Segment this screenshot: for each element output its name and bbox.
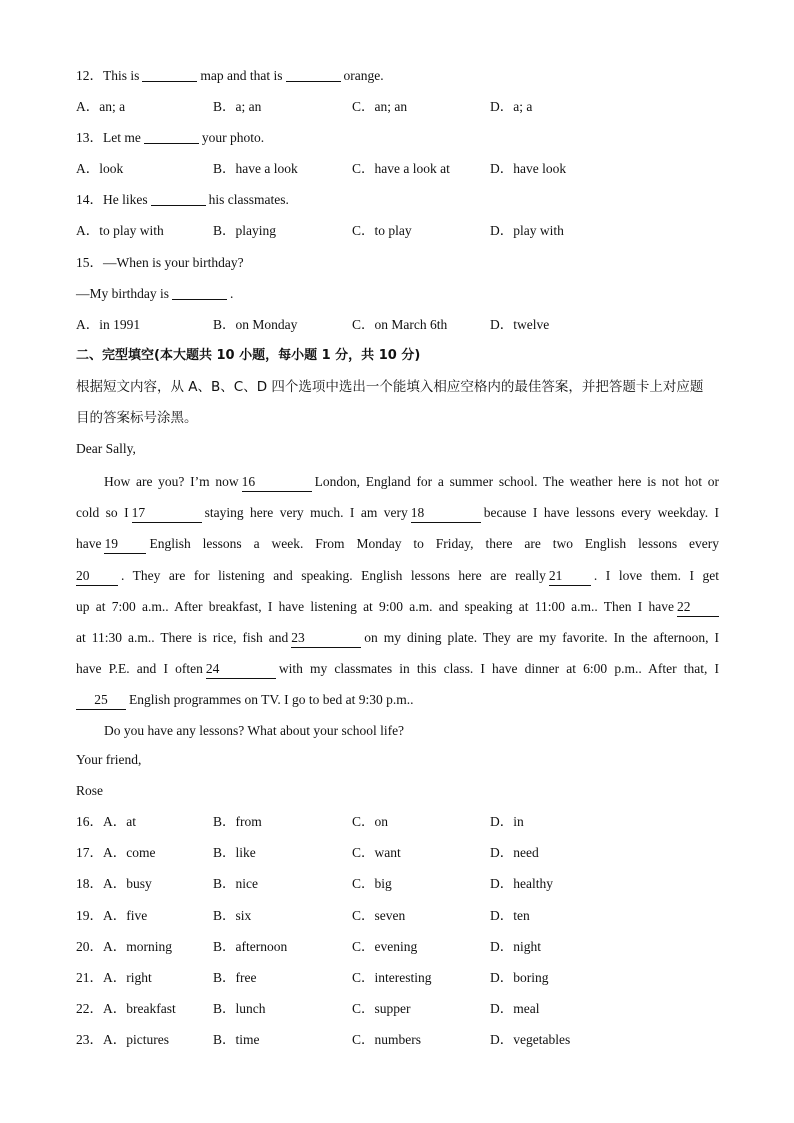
letter-signature: Rose bbox=[76, 783, 103, 799]
letter-closing: Your friend, bbox=[76, 752, 142, 768]
section-instructions: 根据短文内容，从 A、B、C、D 四个选项中选出一个能填入相应空格内的最佳答案，并把答题卡上对应题 bbox=[76, 378, 704, 395]
option-b: B．afternoon bbox=[213, 938, 288, 954]
option-b: B．playing bbox=[213, 223, 276, 239]
option-a: A．look bbox=[76, 161, 124, 177]
option-a: A．in 1991 bbox=[76, 316, 141, 332]
option-d: D．ten bbox=[490, 907, 530, 923]
cloze-blank: 17 bbox=[132, 504, 202, 523]
cloze-blank: 25 bbox=[76, 691, 126, 710]
letter-line: 20 . They are for listening and speaking. English lessons here are really 21 . I love them. I get bbox=[76, 560, 719, 591]
letter-line: How are you? I’m now 16 London, England for a summer school. The weather here is not hot or bbox=[76, 466, 719, 497]
option-a: 21．A．right bbox=[76, 969, 152, 985]
question-12: 12．This is map and that is orange. bbox=[76, 68, 384, 83]
option-b: B．have a look bbox=[213, 161, 298, 177]
option-b: B．six bbox=[213, 907, 252, 923]
option-d: D．healthy bbox=[490, 876, 553, 892]
cloze-blank: 20 bbox=[76, 567, 118, 586]
option-a: 22．A．breakfast bbox=[76, 1000, 176, 1016]
option-c: C．big bbox=[352, 876, 392, 892]
option-a: 17．A．come bbox=[76, 845, 156, 861]
option-c: C．seven bbox=[352, 907, 406, 923]
cloze-blank: 23 bbox=[291, 629, 361, 648]
letter-line: have 19 English lessons a week. From Monday to Friday, there are two English lessons every bbox=[76, 528, 719, 559]
option-a: 18．A．busy bbox=[76, 876, 152, 892]
option-d: D．in bbox=[490, 814, 524, 830]
cloze-blank: 16 bbox=[242, 473, 312, 492]
option-b: B．nice bbox=[213, 876, 258, 892]
answer-line-15: —My birthday is . bbox=[76, 285, 234, 301]
letter-line: 25 English programmes on TV. I go to bed at 9:30 p.m.. bbox=[76, 684, 719, 715]
option-b: B．time bbox=[213, 1031, 260, 1047]
option-b: B．from bbox=[213, 814, 262, 830]
section-instructions-cont: 目的答案标号涂黑。 bbox=[76, 410, 198, 427]
options-12 bbox=[76, 93, 719, 124]
option-c: C．want bbox=[352, 845, 401, 861]
cloze-options-16 bbox=[76, 808, 719, 839]
cloze-options-17 bbox=[76, 839, 719, 870]
option-d: D．vegetables bbox=[490, 1031, 571, 1047]
option-c: C．interesting bbox=[352, 969, 432, 985]
option-c: C．to play bbox=[352, 223, 412, 239]
cloze-blank: 19 bbox=[104, 535, 146, 554]
letter-line: Do you have any lessons? What about your school life? bbox=[104, 722, 405, 738]
letter-line: up at 7:00 a.m.. After breakfast, I have listening at 9:00 a.m. and speaking at 11:00 a.m.. Then I have 22 bbox=[76, 591, 719, 622]
option-b: B．lunch bbox=[213, 1000, 266, 1016]
exam-page bbox=[76, 62, 719, 1057]
option-a: 23．A．pictures bbox=[76, 1031, 169, 1047]
question-15: 15．—When is your birthday? bbox=[76, 254, 244, 270]
option-b: B．like bbox=[213, 845, 256, 861]
cloze-blank: 21 bbox=[549, 567, 591, 586]
cloze-blank: 22 bbox=[677, 598, 719, 617]
option-d: D．twelve bbox=[490, 316, 550, 332]
question-14: 14．He likes his classmates. bbox=[76, 192, 289, 208]
option-c: C．on bbox=[352, 814, 389, 830]
option-c: C．evening bbox=[352, 938, 418, 954]
letter-line: cold so I 17 staying here very much. I am very 18 because I have lessons every weekday. I bbox=[76, 497, 719, 528]
options-14 bbox=[76, 217, 719, 248]
option-d: D．night bbox=[490, 938, 542, 954]
cloze-options-18 bbox=[76, 870, 719, 901]
option-c: C．on March 6th bbox=[352, 316, 448, 332]
answer-blank bbox=[172, 285, 227, 300]
option-d: D．need bbox=[490, 845, 539, 861]
option-c: C．supper bbox=[352, 1000, 411, 1016]
option-c: C．have a look at bbox=[352, 161, 450, 177]
cloze-options-20 bbox=[76, 933, 719, 964]
option-d: D．meal bbox=[490, 1000, 540, 1016]
cloze-options-21 bbox=[76, 964, 719, 995]
options-13 bbox=[76, 155, 719, 186]
answer-blank bbox=[151, 191, 206, 206]
option-b: B．free bbox=[213, 969, 257, 985]
option-a: A．to play with bbox=[76, 223, 164, 239]
option-a: A．an; a bbox=[76, 99, 126, 115]
cloze-blank: 24 bbox=[206, 660, 276, 679]
answer-blank bbox=[144, 129, 199, 144]
option-d: D．have look bbox=[490, 161, 567, 177]
cloze-blank: 18 bbox=[411, 504, 481, 523]
options-15 bbox=[76, 311, 719, 342]
option-c: C．an; an bbox=[352, 99, 408, 115]
letter-greeting: Dear Sally, bbox=[76, 441, 136, 457]
question-13: 13．Let me your photo. bbox=[76, 130, 265, 146]
option-d: D．a; a bbox=[490, 99, 533, 115]
letter-line: at 11:30 a.m.. There is rice, fish and 23 on my dining plate. They are my favorite. In the afternoon, I bbox=[76, 622, 719, 653]
option-b: B．a; an bbox=[213, 99, 262, 115]
cloze-options-22 bbox=[76, 995, 719, 1026]
option-c: C．numbers bbox=[352, 1031, 421, 1047]
option-d: D．play with bbox=[490, 223, 564, 239]
letter-line: have P.E. and I often 24 with my classmates in this class. I have dinner at 6:00 p.m.. After that, I bbox=[76, 653, 719, 684]
cloze-options-23 bbox=[76, 1026, 719, 1057]
answer-blank bbox=[142, 67, 197, 82]
option-d: D．boring bbox=[490, 969, 549, 985]
option-b: B．on Monday bbox=[213, 316, 298, 332]
option-a: 20．A．morning bbox=[76, 938, 172, 954]
answer-blank bbox=[286, 67, 341, 82]
section-title: 二、完型填空(本大题共 10 小题，每小题 1 分，共 10 分) bbox=[76, 347, 421, 363]
cloze-options-19 bbox=[76, 902, 719, 933]
option-a: 16．A．at bbox=[76, 814, 136, 830]
option-a: 19．A．five bbox=[76, 907, 148, 923]
